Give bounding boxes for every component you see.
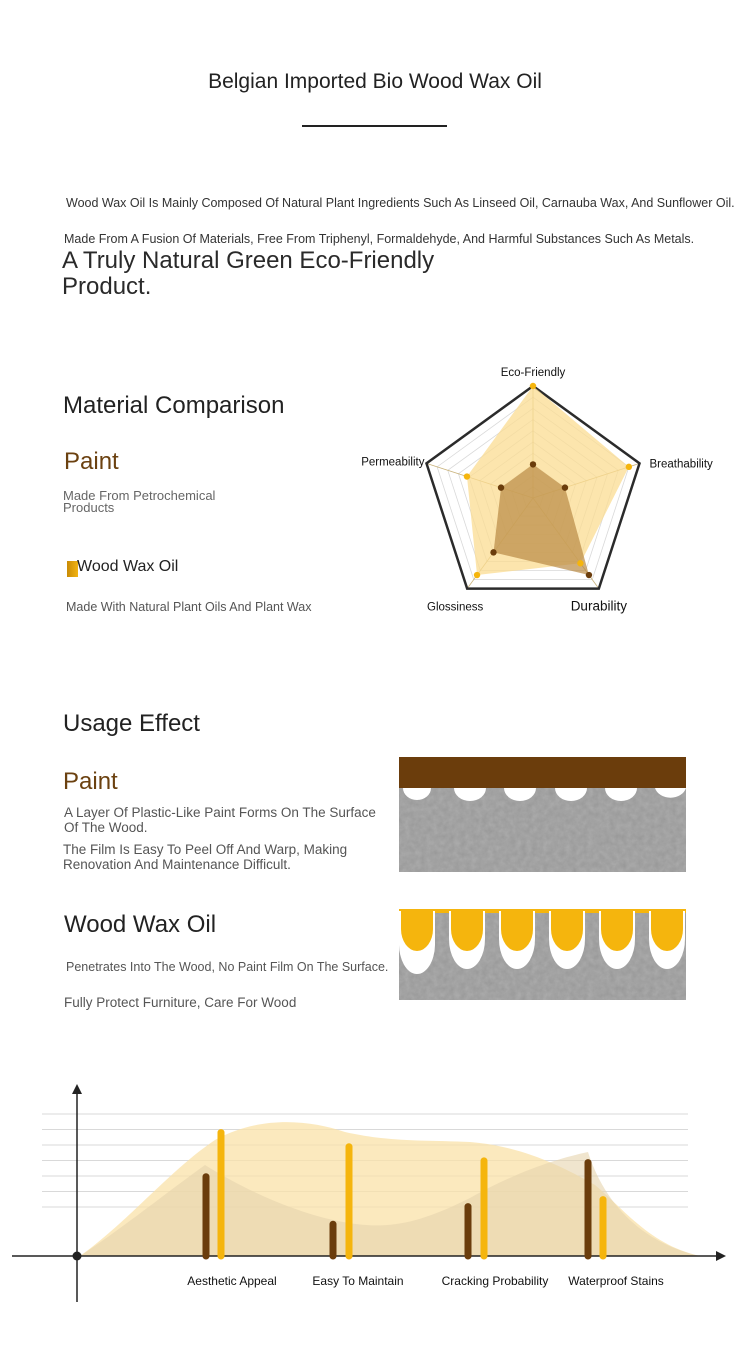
radar-point [530, 383, 536, 389]
page-title: Belgian Imported Bio Wood Wax Oil [208, 70, 542, 93]
radar-point [562, 484, 568, 490]
radar-point [626, 464, 632, 470]
radar-point [530, 461, 536, 467]
radar-axis-label: Eco-Friendly [500, 367, 566, 379]
chart-origin [73, 1252, 82, 1261]
x-axis-arrow [716, 1251, 726, 1261]
material-comparison-title: Material Comparison [63, 392, 285, 419]
radar-point [474, 572, 480, 578]
intro-line-2: Made From A Fusion Of Materials, Free From Triphenyl, Formaldehyde, And Harmful Substances Such As Metals. [64, 232, 695, 246]
usage-effect-title: Usage Effect [63, 710, 200, 737]
radar-point [577, 560, 583, 566]
wax-label: Wood Wax Oil [77, 558, 179, 575]
radar-point [498, 484, 504, 490]
radar-axis-label: Breathability [649, 458, 713, 471]
wax-description: Made With Natural Plant Oils And Plant Wax [66, 600, 312, 614]
usage-paint-desc-2: The Film Is Easy To Peel Off And Warp, Making Renovation And Maintenance Difficult. [63, 842, 348, 872]
radar-axis-label: Glossiness [427, 601, 484, 614]
eco-headline: A Truly Natural Green Eco-Friendly Product. [62, 247, 435, 300]
radar-axis-label: Permeability [361, 456, 425, 469]
paint-label: Paint [64, 448, 119, 475]
comparison-bar-chart [0, 1070, 750, 1310]
usage-wax-desc-1: Penetrates Into The Wood, No Paint Film On The Surface. [66, 960, 389, 974]
title-divider [302, 125, 447, 127]
usage-wax-desc-2: Fully Protect Furniture, Care For Wood [64, 995, 297, 1010]
x-tick-label: Aesthetic Appeal [187, 1274, 277, 1288]
radar-point [586, 572, 592, 578]
usage-paint-label: Paint [63, 768, 118, 795]
radar-point [490, 549, 496, 555]
y-axis-arrow [72, 1084, 82, 1094]
paint-film-layer [399, 757, 686, 788]
x-tick-label: Easy To Maintain [312, 1274, 404, 1288]
paint-wood-illustration [399, 757, 686, 872]
x-tick-label: Cracking Probability [441, 1274, 549, 1288]
radar-point [464, 473, 470, 479]
usage-wax-label: Wood Wax Oil [64, 911, 217, 938]
wax-wood-illustration [399, 909, 686, 1000]
intro-line-1: Wood Wax Oil Is Mainly Composed Of Natural Plant Ingredients Such As Linseed Oil, Carnauba Wax, And Sunflower Oil. [66, 196, 735, 210]
paint-description: Made From Petrochemical Products [63, 488, 216, 515]
radar-axis-label: Durability [570, 598, 627, 614]
x-tick-label: Waterproof Stains [568, 1274, 664, 1288]
usage-paint-desc-1: A Layer Of Plastic-Like Paint Forms On The Surface Of The Wood. [64, 805, 376, 835]
radar-chart [350, 360, 750, 650]
